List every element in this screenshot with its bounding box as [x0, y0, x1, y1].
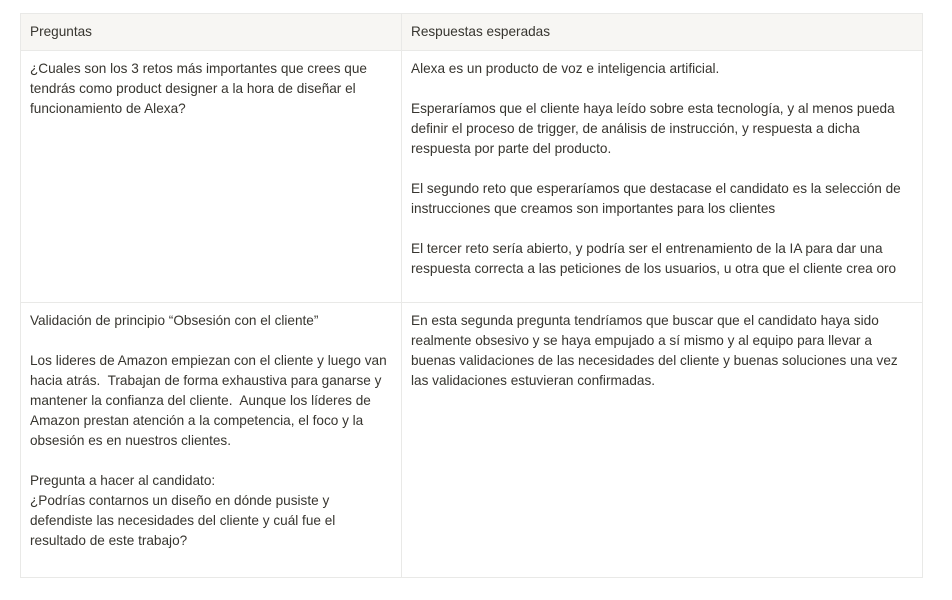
answer-paragraph: El tercer reto sería abierto, y podría ser el entrenamiento de la IA para dar una respuesta correcta a las peticiones de los usuarios, u otra que el cliente crea oro: [411, 241, 897, 276]
principle-description: Los lideres de Amazon empiezan con el cliente y luego van hacia atrás. Trabajan de forma exhaustiva para ganarse y mantener la confianza del cliente. Aunque los líderes de Amazon prestan atención a la competencia, el foco y la obsesión es en nuestros clientes.: [30, 353, 391, 448]
question-cell[interactable]: [21, 303, 402, 578]
header-preguntas[interactable]: Preguntas: [21, 14, 402, 51]
candidate-question-label: Pregunta a hacer al candidato:: [30, 473, 216, 488]
question-cell[interactable]: [21, 51, 402, 303]
answer-cell[interactable]: [402, 51, 923, 303]
answer-paragraph: Alexa es un producto de voz e inteligencia artificial.: [411, 61, 720, 76]
table-row: [21, 51, 923, 303]
question-text: ¿Cuales son los 3 retos más importantes que crees que tendrás como product designer a la hora de diseñar el funcionamiento de Alexa?: [30, 61, 371, 116]
answer-paragraph: El segundo reto que esperaríamos que destacase el candidato es la selección de instrucciones que creamos son importantes para los clientes: [411, 181, 905, 216]
answer-paragraph: En esta segunda pregunta tendríamos que buscar que el candidato haya sido realmente obsesivo y se haya empujado a sí mismo y al equipo para llevar a buenas validaciones de las necesidades del cliente y buenas soluciones una vez las validaciones estuvieran confirmadas.: [411, 313, 902, 388]
questions-table: [20, 13, 923, 578]
document-table-container: [20, 13, 922, 578]
candidate-question-text: ¿Podrías contarnos un diseño en dónde pusiste y defendiste las necesidades del cliente y cuál fue el resultado de este trabajo?: [30, 493, 340, 548]
table-header-row: [21, 14, 923, 51]
answer-cell[interactable]: [402, 303, 923, 578]
header-respuestas-esperadas[interactable]: Respuestas esperadas: [402, 14, 923, 51]
principle-title: Validación de principio “Obsesión con el cliente”: [30, 313, 319, 328]
table-row: [21, 303, 923, 578]
answer-paragraph: Esperaríamos que el cliente haya leído sobre esta tecnología, y al menos pueda definir el proceso de trigger, de análisis de instrucción, y respuesta a dicha respuesta por parte del producto.: [411, 101, 899, 156]
candidate-question-block: [30, 471, 392, 551]
